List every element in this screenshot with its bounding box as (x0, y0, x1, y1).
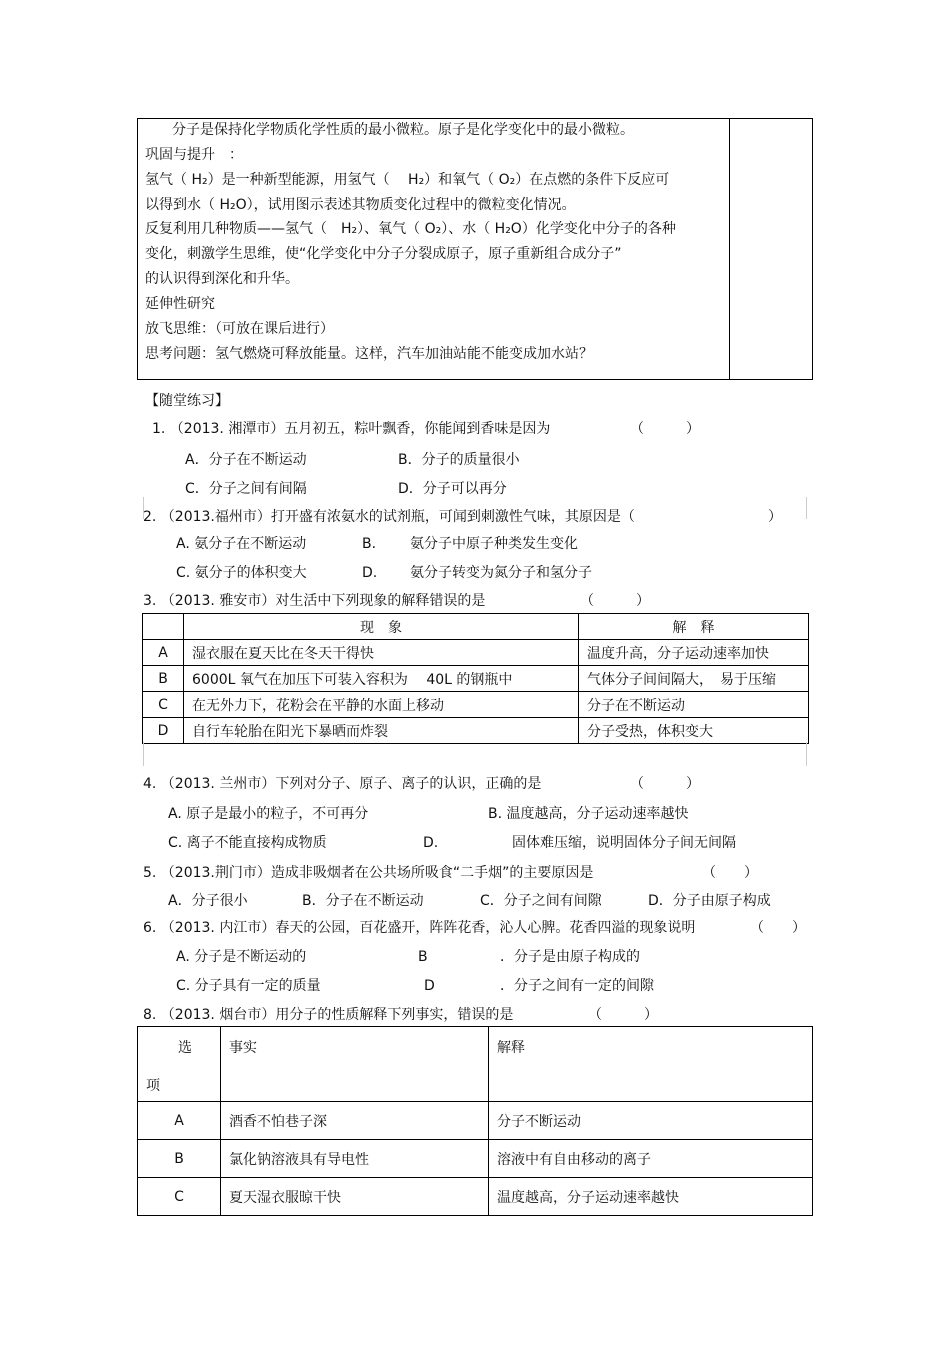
notes-line-4: 以得到水（ H₂O），试用图示表述其物质变化过程中的微粒变化情况。 (145, 197, 576, 213)
q6-answer-paren: （ ） (750, 920, 806, 936)
table-row (138, 1140, 813, 1178)
q4-option-a: A. 原子是最小的粒子，不可再分 (168, 806, 369, 822)
q8-header-option (138, 1027, 221, 1102)
q3-stem: 3. （2013. 雅安市）对生活中下列现象的解释错误的是 (143, 593, 486, 609)
faint-margin-line (143, 742, 144, 766)
q6-option-d-label: D (424, 978, 435, 994)
option-cell: B (143, 666, 184, 692)
table-cell (143, 614, 184, 640)
q8-header-option-line-2: 项 (146, 1078, 160, 1094)
explain-cell: 气体分子间间隔大， 易于压缩 (579, 666, 809, 692)
q5-answer-paren: （ ） (702, 865, 758, 881)
q6-option-d: ．分子之间有一定的间隙 (500, 978, 654, 994)
q4-option-d-label: D. (423, 835, 439, 851)
fact-cell: 酒香不怕巷子深 (221, 1102, 489, 1140)
q2-option-a: A. 氨分子在不断运动 (176, 536, 307, 552)
explain-cell: 温度升高，分子运动速率加快 (579, 640, 809, 666)
notes-line-2: 巩固与提升 ： (145, 147, 243, 163)
q5-option-d: D．分子由原子构成 (648, 893, 771, 909)
q2-stem: 2. （2013.福州市）打开盛有浓氨水的试剂瓶，可闻到刺激性气味，其原因是（ (143, 509, 635, 525)
section-title: 【随堂练习】 (145, 393, 229, 409)
q2-option-d: 氨分子转变为氮分子和氢分子 (410, 565, 592, 581)
q1-option-a: A．分子在不断运动 (185, 452, 307, 468)
q5-option-c: C．分子之间有间隙 (480, 893, 602, 909)
q8-answer-paren: （ ） (588, 1007, 658, 1023)
table-row (143, 614, 809, 640)
option-cell: C (138, 1178, 221, 1216)
explain-cell: 溶液中有自由移动的离子 (489, 1140, 813, 1178)
table-row (143, 666, 809, 692)
faint-margin-line (806, 497, 807, 519)
notes-line-3: 氢气（ H₂）是一种新型能源，用氢气（ H₂）和氧气（ O₂）在点燃的条件下反应可 (145, 172, 670, 188)
q5-option-a: A．分子很小 (168, 893, 248, 909)
q8-header-option-line-1: 选 (178, 1040, 192, 1056)
notes-column-divider (729, 119, 730, 379)
phenomenon-cell: 湿衣服在夏天比在冬天干得快 (184, 640, 579, 666)
fact-cell: 夏天湿衣服晾干快 (221, 1178, 489, 1216)
table-row (138, 1027, 813, 1102)
option-cell: A (143, 640, 184, 666)
phenomenon-cell: 在无外力下，花粉会在平静的水面上移动 (184, 692, 579, 718)
table-row (143, 692, 809, 718)
q3-table (142, 613, 809, 744)
option-cell: B (138, 1140, 221, 1178)
q4-answer-paren: （ ） (630, 776, 700, 792)
notes-line-6: 变化，刺激学生思维，使“化学变化中分子分裂成原子，原子重新组合成分子” (145, 246, 622, 262)
q6-option-c: C. 分子具有一定的质量 (176, 978, 321, 994)
q6-stem: 6. （2013. 内江市）春天的公园，百花盛开，阵阵花香，沁人心脾。花香四溢的现象说明 (143, 920, 696, 936)
explain-cell: 分子不断运动 (489, 1102, 813, 1140)
explain-cell: 分子受热，体积变大 (579, 718, 809, 744)
q1-stem: 1. （2013. 湘潭市）五月初五，粽叶飘香，你能闻到香味是因为 (152, 421, 551, 437)
q8-table (137, 1026, 813, 1216)
notes-line-7: 的认识得到深化和升华。 (145, 271, 299, 287)
q4-option-c: C. 离子不能直接构成物质 (168, 835, 327, 851)
q1-option-d: D．分子可以再分 (398, 481, 507, 497)
option-cell: A (138, 1102, 221, 1140)
q4-option-d: 固体难压缩，说明固体分子间无间隔 (512, 835, 736, 851)
table-row (138, 1178, 813, 1216)
q4-option-b: B. 温度越高，分子运动速率越快 (488, 806, 689, 822)
q5-stem: 5. （2013.荆门市）造成非吸烟者在公共场所吸食“二手烟”的主要原因是 (143, 865, 594, 881)
q2-option-d-label: D. (362, 565, 378, 581)
phenomenon-cell: 自行车轮胎在阳光下暴晒而炸裂 (184, 718, 579, 744)
q1-option-b: B．分子的质量很小 (398, 452, 520, 468)
q3-answer-paren: （ ） (580, 593, 650, 609)
fact-cell: 氯化钠溶液具有导电性 (221, 1140, 489, 1178)
table-row (143, 640, 809, 666)
notes-line-5: 反复利用几种物质——氢气（ H₂）、氧气（ O₂）、水（ H₂O）化学变化中分子的各种 (145, 221, 676, 237)
option-cell: D (143, 718, 184, 744)
q1-option-c: C．分子之间有间隔 (185, 481, 307, 497)
explain-cell: 分子在不断运动 (579, 692, 809, 718)
q6-option-b: ．分子是由原子构成的 (500, 949, 640, 965)
q2-option-b: 氨分子中原子种类发生变化 (410, 536, 578, 552)
explain-cell: 温度越高，分子运动速率越快 (489, 1178, 813, 1216)
notes-line-8: 延伸性研究 (145, 296, 215, 312)
notes-line-1: 分子是保持化学物质化学性质的最小微粒。原子是化学变化中的最小微粒。 (172, 122, 634, 138)
q3-header-explain: 解 释 (579, 614, 809, 640)
q1-answer-paren: （ ） (630, 421, 700, 437)
option-cell: C (143, 692, 184, 718)
q8-header-explain: 解释 (489, 1027, 813, 1102)
q3-header-phenomenon: 现 象 (184, 614, 579, 640)
faint-margin-line (806, 742, 807, 766)
q2-option-c: C. 氨分子的体积变大 (176, 565, 307, 581)
q5-option-b: B．分子在不断运动 (302, 893, 424, 909)
table-row (143, 718, 809, 744)
q2-answer-paren: ） (768, 509, 782, 525)
q4-stem: 4. （2013. 兰州市）下列对分子、原子、离子的认识，正确的是 (143, 776, 542, 792)
q6-option-a: A. 分子是不断运动的 (176, 949, 307, 965)
q6-option-b-label: B (418, 949, 428, 965)
phenomenon-cell: 6000L 氧气在加压下可装入容积为 40L 的钢瓶中 (184, 666, 579, 692)
table-row (138, 1102, 813, 1140)
notes-line-9: 放飞思维：（可放在课后进行） (145, 321, 334, 337)
q2-option-b-label: B. (362, 536, 377, 552)
q8-header-fact: 事实 (221, 1027, 489, 1102)
notes-line-10: 思考问题：氢气燃烧可释放能量。这样，汽车加油站能不能变成加水站？ (145, 346, 593, 362)
q8-stem: 8. （2013. 烟台市）用分子的性质解释下列事实，错误的是 (143, 1007, 514, 1023)
